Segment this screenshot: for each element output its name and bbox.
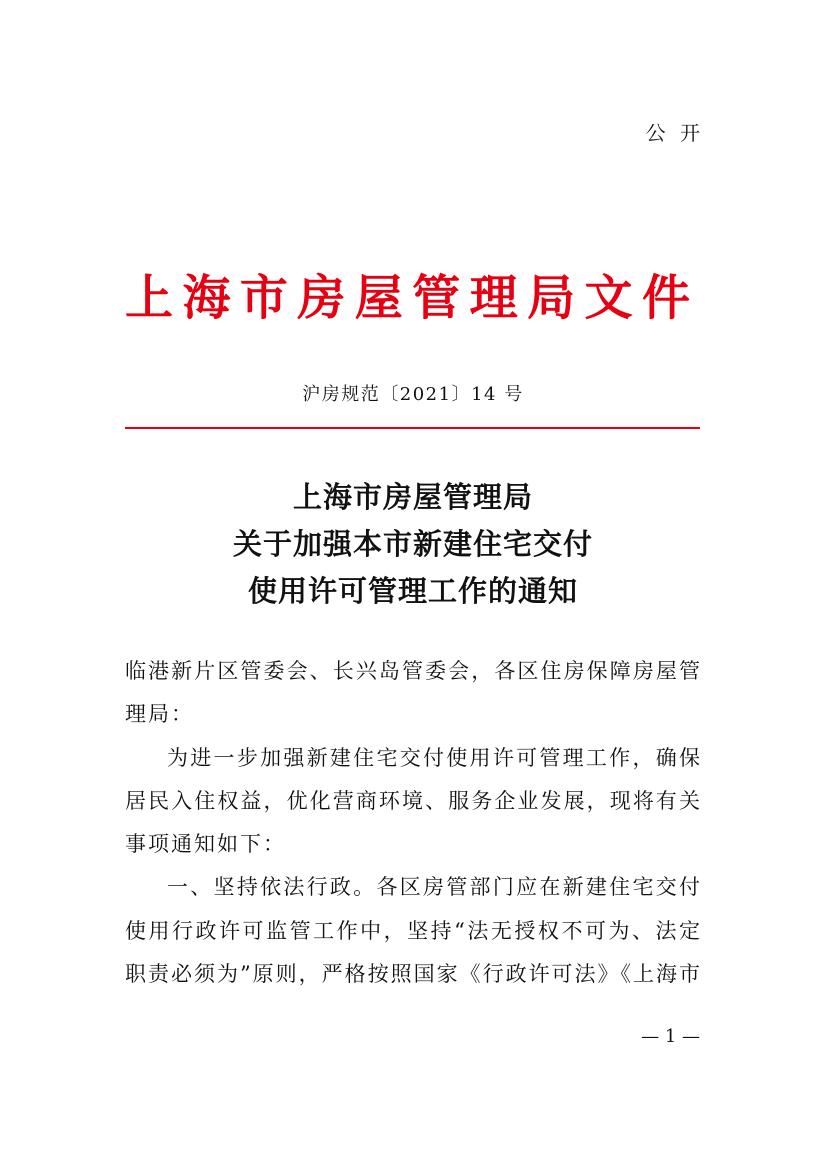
issuer-header-title: 上海市房屋管理局文件 <box>125 270 690 326</box>
body-line: 使用行政许可监管工作中，坚持“法无授权不可为、法定 <box>125 918 700 943</box>
body-line: 一、坚持依法行政。各区房管部门应在新建住宅交付 <box>167 875 700 900</box>
disclosure-mark: 公 开 <box>645 121 700 145</box>
body-line: 事项通知如下： <box>125 832 286 857</box>
page-number: — 1 — <box>641 1026 700 1047</box>
body-line: 临港新片区管委会、长兴岛管委会，各区住房保障房屋管 <box>125 659 700 683</box>
body-line: 为进一步加强新建住宅交付使用许可管理工作，确保 <box>167 745 700 770</box>
title-line: 使用许可管理工作的通知 <box>247 574 578 608</box>
red-separator-line <box>125 427 700 429</box>
body-line: 理局： <box>125 702 194 727</box>
body-line: 居民入住权益，优化营商环境、服务企业发展，现将有关 <box>125 788 700 813</box>
body-line: 职责必须为”原则，严格按照国家《行政许可法》《上海市 <box>125 962 700 987</box>
document-title <box>0 474 826 615</box>
title-line: 关于加强本市新建住宅交付 <box>232 527 593 561</box>
document-number: 沪房规范〔2021〕14 号 <box>302 384 524 405</box>
title-line: 上海市房屋管理局 <box>292 480 533 514</box>
document-body <box>125 650 700 996</box>
